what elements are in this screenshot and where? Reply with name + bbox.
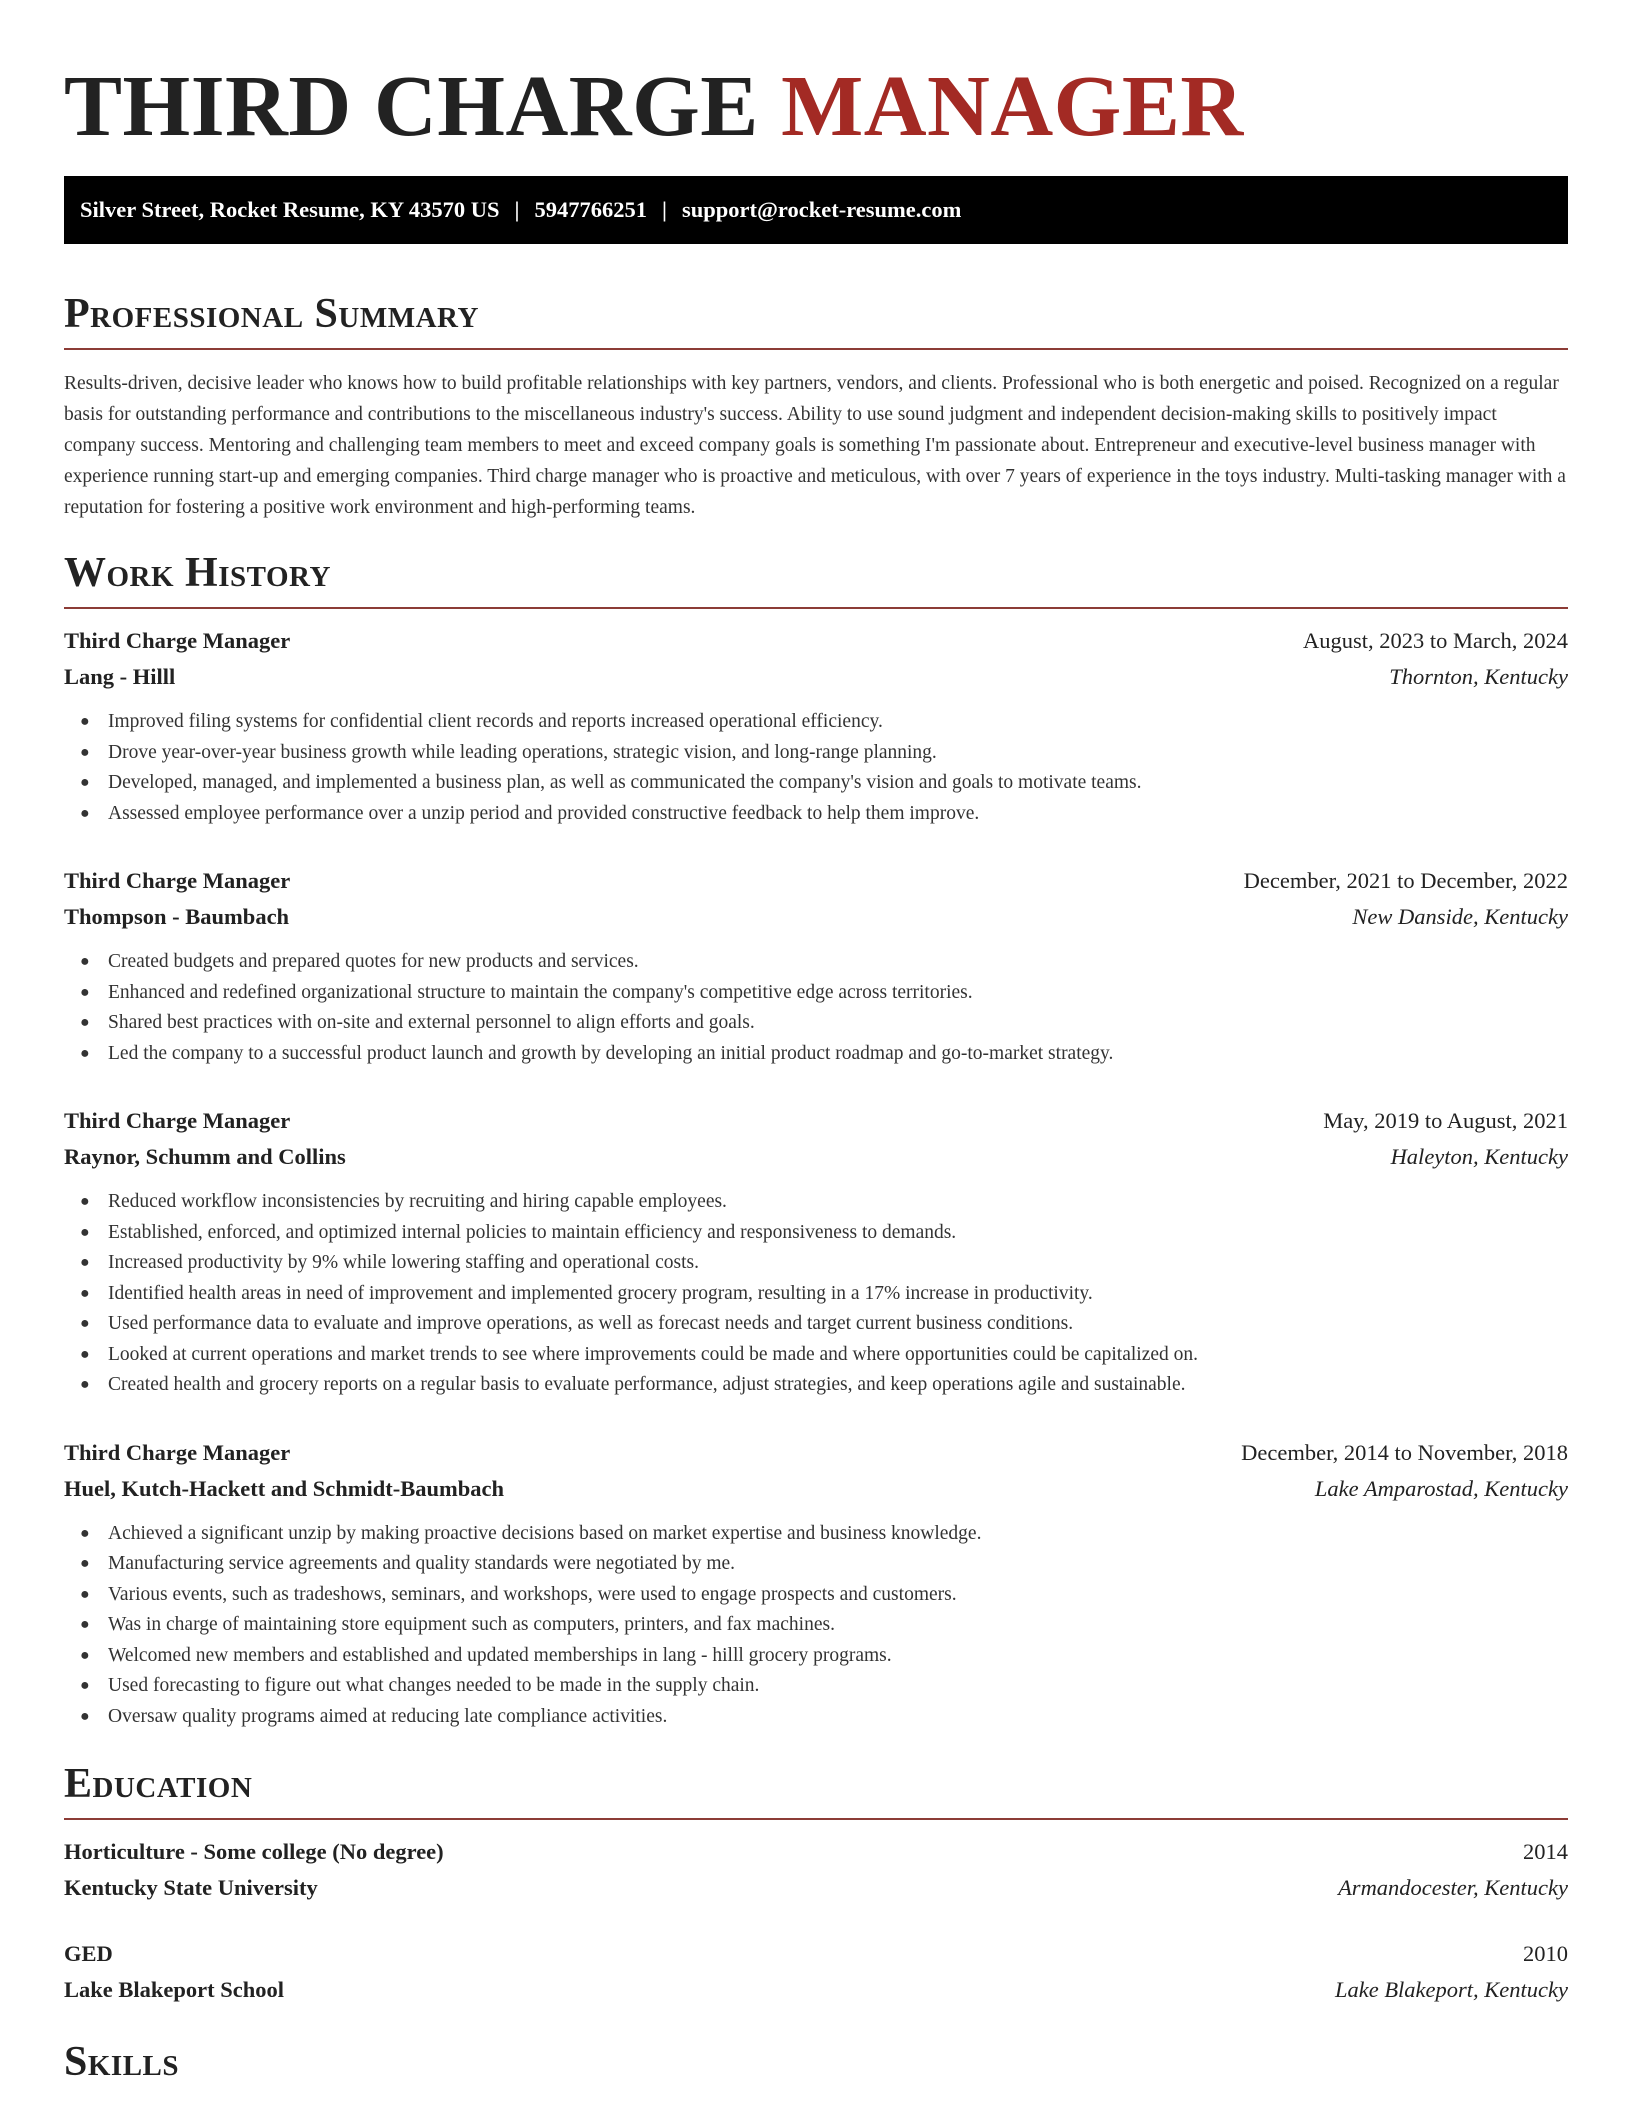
job-bullet-text: Used performance data to evaluate and improve operations, as well as forecast needs and target current business conditions. — [108, 1313, 1074, 1334]
job-title: Third Charge Manager — [64, 1108, 291, 1133]
job-bullet-text: Developed, managed, and implemented a business plan, as well as communicated the company's vision and goals to motivate teams. — [108, 772, 1142, 793]
bullet-icon: ● — [80, 1193, 90, 1210]
job-bullet-list — [64, 707, 1568, 829]
job-location: Thornton, Kentucky — [1389, 664, 1568, 689]
summary-text: Results-driven, decisive leader who knows how to build profitable relationships with key partners, vendors, and clients. Professional who is both energetic and poised. Recognized on a regular basis for outstanding performance and contributions to the miscellaneous industry's success. Ability to use sound judgment and independent decision-making skills to positively impact company success. Mentoring and challenging team members to meet and exceed company goals is something I'm passionate about. Entrepreneur and executive-level business manager with experience running start-up and emerging companies. Third charge manager who is proactive and meticulous, with over 7 years of experience in the toys industry. Multi-tasking manager with a reputation for fostering a positive work environment and high-performing teams. — [64, 373, 1566, 518]
list-item — [64, 738, 1568, 769]
job-bullet-text: Created budgets and prepared quotes for new products and services. — [108, 951, 639, 972]
job-location: Lake Amparostad, Kentucky — [1314, 1475, 1568, 1501]
bullet-icon: ● — [80, 804, 90, 822]
work-history-list — [64, 623, 1568, 1732]
job-bullet-text: Assessed employee performance over a unzip period and provided constructive feedback to help them improve. — [108, 802, 980, 824]
bullet-icon: ● — [80, 983, 90, 1001]
resume-name — [64, 56, 1568, 156]
list-item — [64, 1671, 1568, 1702]
job-title: Third Charge Manager — [64, 868, 291, 893]
job-bullet-text: Shared best practices with on-site and external personnel to align efforts and goals. — [108, 1012, 755, 1033]
education-degree: GED — [64, 1941, 113, 1966]
list-item — [64, 1702, 1568, 1733]
bullet-icon: ● — [80, 1646, 90, 1664]
list-item — [64, 947, 1568, 978]
bullet-icon: ● — [80, 743, 90, 761]
contact-bar — [64, 176, 1568, 244]
job-dates: August, 2023 to March, 2024 — [1303, 628, 1568, 653]
list-item — [64, 1039, 1568, 1070]
section-divider — [64, 348, 1568, 350]
list-item — [64, 1340, 1568, 1371]
contact-phone: 5947766251 — [534, 197, 647, 222]
list-item — [64, 1218, 1568, 1249]
education-location: Lake Blakeport, Kentucky — [1334, 1977, 1568, 2002]
list-item — [64, 1279, 1568, 1310]
list-item — [64, 1248, 1568, 1279]
job-bullet-text: Oversaw quality programs aimed at reducing late compliance activities. — [108, 1705, 668, 1727]
job-bullet-text: Improved filing systems for confidential client records and reports increased operational efficiency. — [108, 711, 883, 732]
list-item — [64, 978, 1568, 1009]
list-item — [64, 1519, 1568, 1550]
section-divider — [64, 607, 1568, 609]
name-accent: MANAGER — [781, 57, 1244, 154]
list-item — [64, 707, 1568, 738]
bullet-icon: ● — [80, 1707, 90, 1725]
bullet-icon: ● — [80, 713, 90, 730]
job-location: Haleyton, Kentucky — [1390, 1144, 1568, 1169]
bullet-icon: ● — [80, 1585, 90, 1603]
job-bullet-list — [64, 1519, 1568, 1733]
education-entry — [64, 1834, 1568, 1906]
job-entry — [64, 1435, 1568, 1733]
job-bullet-text: Looked at current operations and market trends to see where improvements could be made and where opportunities could be capitalized on. — [108, 1343, 1199, 1365]
job-entry — [64, 863, 1568, 1069]
job-bullet-text: Various events, such as tradeshows, seminars, and workshops, were used to engage prospects and customers. — [108, 1583, 957, 1605]
job-bullet-text: Achieved a significant unzip by making proactive decisions based on market expertise and business knowledge. — [108, 1522, 982, 1544]
job-entry — [64, 623, 1568, 829]
job-location: New Danside, Kentucky — [1352, 904, 1568, 929]
bullet-icon: ● — [80, 774, 90, 791]
education-year: 2010 — [1523, 1941, 1568, 1966]
job-title: Third Charge Manager — [64, 628, 291, 653]
education-location: Armandocester, Kentucky — [1338, 1875, 1568, 1900]
job-dates: May, 2019 to August, 2021 — [1323, 1108, 1568, 1133]
job-bullet-text: Reduced workflow inconsistencies by recruiting and hiring capable employees. — [108, 1191, 727, 1212]
bullet-icon: ● — [80, 1616, 90, 1633]
list-item — [64, 1370, 1568, 1401]
job-bullet-text: Led the company to a successful product launch and growth by developing an initial product roadmap and go-to-market strategy. — [108, 1042, 1114, 1064]
education-school: Kentucky State University — [64, 1875, 318, 1900]
job-bullet-text: Used forecasting to figure out what changes needed to be made in the supply chain. — [108, 1675, 760, 1696]
list-item — [64, 1187, 1568, 1218]
list-item — [64, 1641, 1568, 1672]
job-bullet-list — [64, 1187, 1568, 1401]
section-title-work-history: Work History — [64, 550, 331, 596]
job-title: Third Charge Manager — [64, 1439, 291, 1465]
list-item — [64, 1580, 1568, 1611]
bullet-icon: ● — [80, 953, 90, 970]
job-company: Lang - Hilll — [64, 664, 176, 689]
education-school: Lake Blakeport School — [64, 1977, 285, 2002]
bullet-icon: ● — [80, 1376, 90, 1393]
job-company: Huel, Kutch-Hackett and Schmidt-Baumbach — [64, 1475, 505, 1501]
job-bullet-text: Was in charge of maintaining store equipment such as computers, printers, and fax machines. — [108, 1614, 835, 1635]
section-divider — [64, 1818, 1568, 1820]
contact-address: Silver Street, Rocket Resume, KY 43570 US — [80, 197, 500, 222]
section-title-summary: Professional Summary — [64, 291, 479, 337]
list-item — [64, 768, 1568, 799]
job-bullet-text: Established, enforced, and optimized internal policies to maintain efficiency and responsiveness to demands. — [108, 1221, 957, 1243]
job-bullet-text: Identified health areas in need of improvement and implemented grocery program, resulting in a 17% increase in productivity. — [108, 1282, 1093, 1304]
job-bullet-text: Enhanced and redefined organizational structure to maintain the company's competitive edge across territories. — [108, 981, 973, 1003]
resume-page — [64, 0, 1568, 2088]
contact-separator: | — [514, 197, 520, 222]
bullet-icon: ● — [80, 1677, 90, 1694]
list-item — [64, 1008, 1568, 1039]
list-item — [64, 1309, 1568, 1340]
list-item — [64, 799, 1568, 830]
job-bullet-text: Drove year-over-year business growth while leading operations, strategic vision, and long-range planning. — [108, 741, 937, 763]
contact-email: support@rocket-resume.com — [681, 197, 962, 222]
name-main: THIRD CHARGE — [64, 57, 759, 154]
job-bullet-text: Welcomed new members and established and updated memberships in lang - hilll grocery programs. — [108, 1644, 892, 1666]
job-dates: December, 2021 to December, 2022 — [1243, 868, 1568, 893]
job-bullet-text: Increased productivity by 9% while lowering staffing and operational costs. — [108, 1252, 699, 1273]
bullet-icon: ● — [80, 1254, 90, 1271]
bullet-icon: ● — [80, 1345, 90, 1363]
job-company: Thompson - Baumbach — [64, 904, 290, 929]
bullet-icon: ● — [80, 1315, 90, 1332]
education-entry — [64, 1936, 1568, 2008]
job-bullet-text: Created health and grocery reports on a regular basis to evaluate performance, adjust strategies, and keep operations agile and sustainable. — [108, 1374, 1186, 1395]
bullet-icon: ● — [80, 1223, 90, 1241]
job-bullet-list — [64, 947, 1568, 1069]
section-title-education: Education — [64, 1761, 253, 1807]
job-entry — [64, 1103, 1568, 1401]
list-item — [64, 1610, 1568, 1641]
bullet-icon: ● — [80, 1555, 90, 1572]
bullet-icon: ● — [80, 1044, 90, 1062]
education-year: 2014 — [1523, 1839, 1568, 1864]
bullet-icon: ● — [80, 1014, 90, 1031]
job-bullet-text: Manufacturing service agreements and quality standards were negotiated by me. — [108, 1553, 736, 1574]
education-degree: Horticulture - Some college (No degree) — [64, 1839, 444, 1864]
job-dates: December, 2014 to November, 2018 — [1241, 1439, 1568, 1465]
section-title-skills: Skills — [64, 2039, 180, 2085]
job-company: Raynor, Schumm and Collins — [64, 1144, 346, 1169]
contact-separator: | — [662, 197, 667, 222]
list-item — [64, 1549, 1568, 1580]
bullet-icon: ● — [80, 1524, 90, 1542]
bullet-icon: ● — [80, 1284, 90, 1302]
